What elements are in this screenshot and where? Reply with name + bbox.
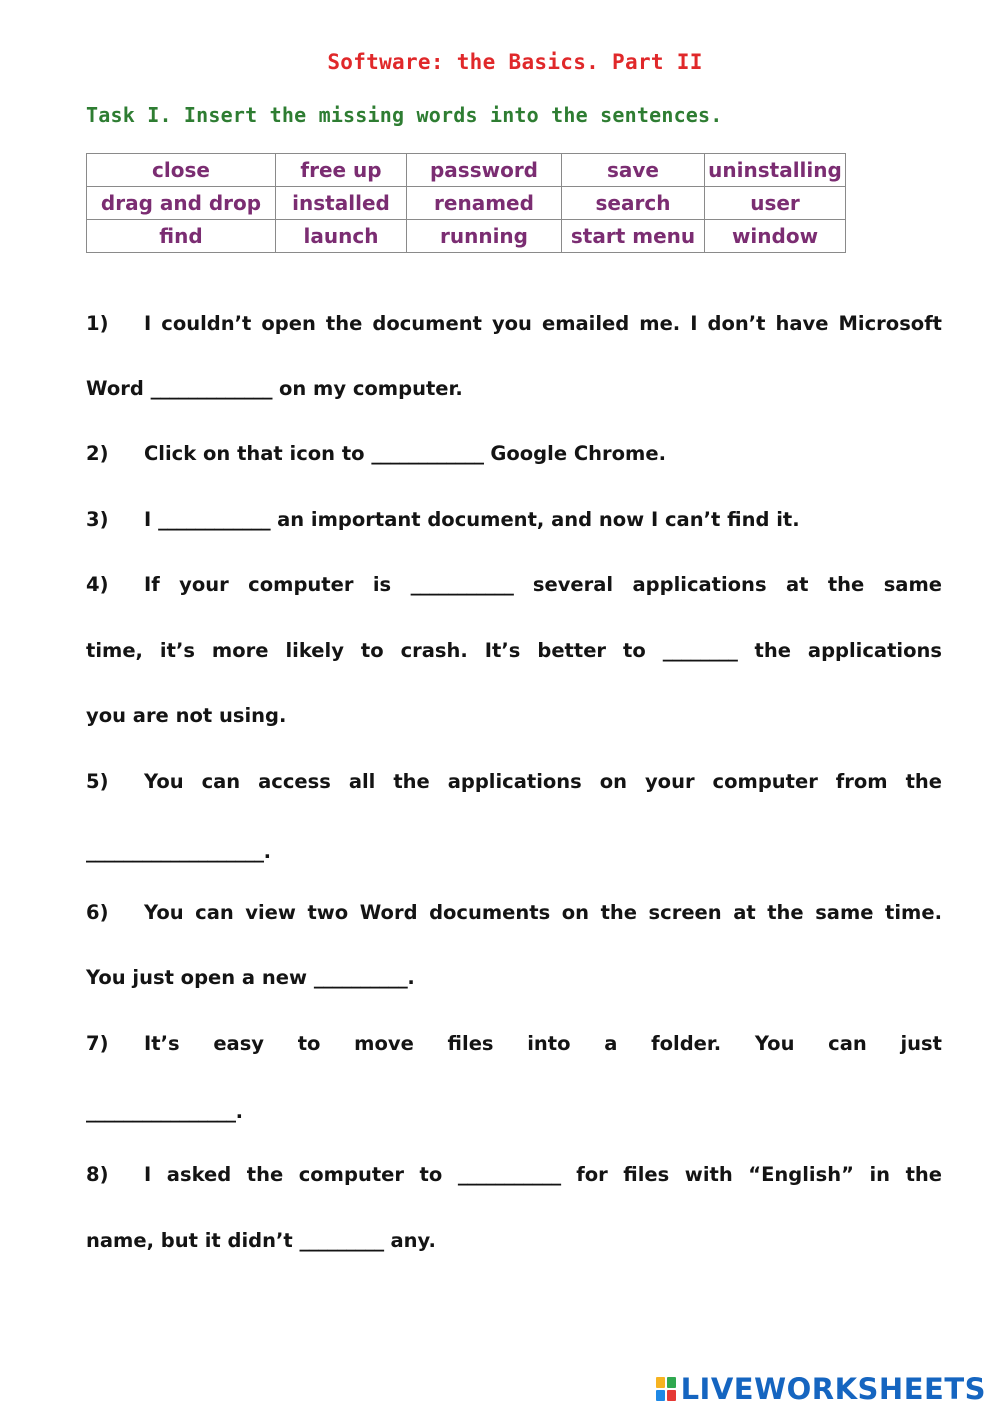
word-bank-cell: password bbox=[407, 154, 562, 187]
sentence-6-line-1 bbox=[86, 899, 942, 927]
sentence-text: time, it’s more likely to crash. It’s better to bbox=[86, 639, 646, 662]
page-title: Software: the Basics. Part II bbox=[327, 50, 703, 74]
sentence-number: 3) bbox=[86, 508, 109, 531]
answer-blank[interactable]: ___________ bbox=[410, 573, 514, 596]
sentence-number: 1) bbox=[86, 312, 109, 335]
word-bank-row bbox=[87, 220, 846, 253]
word-bank-cell: renamed bbox=[407, 187, 562, 220]
sentence-1-line-1 bbox=[86, 310, 942, 338]
sentence-text: You can access all the applications on your computer from the bbox=[144, 770, 942, 793]
sentence-text: you are not using. bbox=[86, 704, 287, 727]
sentence-text: Google Chrome. bbox=[490, 442, 666, 465]
answer-blank[interactable]: __________. bbox=[313, 966, 415, 989]
answer-blank[interactable]: ____________ bbox=[371, 442, 484, 465]
task-instruction: Task I. Insert the missing words into the sentences. bbox=[86, 103, 723, 127]
sentence-6-line-2 bbox=[86, 964, 942, 992]
sentence-7-line-1 bbox=[86, 1030, 942, 1058]
word-bank-cell: user bbox=[705, 187, 846, 220]
word-bank-cell: launch bbox=[276, 220, 407, 253]
sentence-7-line-2 bbox=[86, 1098, 942, 1126]
sentence-2-line-1 bbox=[86, 440, 942, 468]
sentence-number: 8) bbox=[86, 1163, 109, 1186]
answer-blank[interactable]: ________________. bbox=[86, 1100, 243, 1123]
word-bank-cell: search bbox=[562, 187, 705, 220]
sentence-8-line-1 bbox=[86, 1161, 942, 1189]
sentence-text: an important document, and now I can’t find it. bbox=[277, 508, 800, 531]
sentence-text: the applications bbox=[754, 639, 942, 662]
word-bank-cell: uninstalling bbox=[705, 154, 846, 187]
sentence-4-line-2 bbox=[86, 637, 942, 665]
sentence-5-line-1 bbox=[86, 768, 942, 796]
sentence-text: You just open a new bbox=[86, 966, 308, 989]
liveworksheets-logo-icon bbox=[655, 1376, 677, 1402]
sentence-4-line-1 bbox=[86, 571, 942, 599]
sentence-number: 2) bbox=[86, 442, 109, 465]
sentence-number: 7) bbox=[86, 1032, 109, 1055]
sentence-number: 4) bbox=[86, 573, 109, 596]
sentence-5-line-2 bbox=[86, 838, 942, 866]
sentence-text: I bbox=[144, 508, 152, 531]
sentence-3-line-1 bbox=[86, 506, 942, 534]
word-bank-cell: running bbox=[407, 220, 562, 253]
sentence-text: If your computer is bbox=[144, 573, 392, 596]
word-bank-cell: free up bbox=[276, 154, 407, 187]
word-bank-cell: start menu bbox=[562, 220, 705, 253]
word-bank-cell: save bbox=[562, 154, 705, 187]
word-bank-cell: drag and drop bbox=[87, 187, 276, 220]
sentence-number: 6) bbox=[86, 901, 109, 924]
answer-blank[interactable]: ___________ bbox=[457, 1163, 561, 1186]
answer-blank[interactable]: ___________________. bbox=[86, 840, 271, 863]
sentence-text: several applications at the same bbox=[532, 573, 943, 596]
sentence-text: for files with “English” in the bbox=[576, 1163, 943, 1186]
sentence-text: You can view two Word documents on the screen at the same time. bbox=[144, 901, 942, 924]
sentence-8-line-2 bbox=[86, 1227, 942, 1255]
sentence-text: I asked the computer to bbox=[144, 1163, 443, 1186]
answer-blank[interactable]: ____________ bbox=[158, 508, 271, 531]
sentence-text: Word bbox=[86, 377, 144, 400]
word-bank-row bbox=[87, 187, 846, 220]
sentence-text: Click on that icon to bbox=[144, 442, 365, 465]
liveworksheets-logo[interactable] bbox=[655, 1372, 986, 1406]
word-bank-cell: close bbox=[87, 154, 276, 187]
sentence-text: on my computer. bbox=[278, 377, 463, 400]
sentence-4-line-3 bbox=[86, 702, 942, 730]
answer-blank[interactable]: _____________ bbox=[150, 377, 273, 400]
answer-blank[interactable]: ________ bbox=[662, 639, 738, 662]
liveworksheets-brand: LIVEWORKSHEETS bbox=[680, 1372, 986, 1406]
sentence-1-line-2 bbox=[86, 375, 942, 403]
sentence-text: It’s easy to move files into a folder. You can just bbox=[144, 1032, 942, 1055]
answer-blank[interactable]: _________ bbox=[299, 1229, 384, 1252]
sentence-number: 5) bbox=[86, 770, 109, 793]
word-bank-table bbox=[86, 153, 846, 253]
word-bank-cell: find bbox=[87, 220, 276, 253]
sentence-text: name, but it didn’t bbox=[86, 1229, 293, 1252]
sentence-text: any. bbox=[390, 1229, 436, 1252]
word-bank-row bbox=[87, 154, 846, 187]
word-bank-cell: window bbox=[705, 220, 846, 253]
sentence-text: I couldn’t open the document you emailed me. I don’t have Microsoft bbox=[144, 312, 942, 335]
word-bank-cell: installed bbox=[276, 187, 407, 220]
